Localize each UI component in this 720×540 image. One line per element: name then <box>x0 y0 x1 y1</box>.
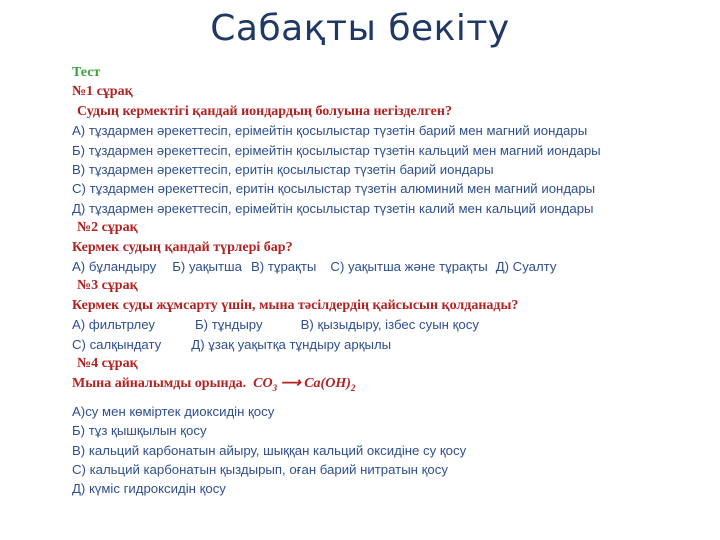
formula-left: CO <box>253 375 273 391</box>
question-4-text-row <box>72 374 702 398</box>
question-1-text: Судың кермектігі қандай иондардың болуына негізделген? <box>77 103 452 119</box>
question-1-option-b: Б) тұздармен әрекеттесіп, ерімейтін қосылыстар түзетін кальций мен магний иондары <box>72 142 601 158</box>
question-2-option-b: Б) уақытша <box>172 259 242 275</box>
question-3-options-row-2 <box>72 335 702 354</box>
question-4-option-d: Д) күміс гидроксидін қосу <box>72 481 226 497</box>
formula-right-sub: 2 <box>350 382 356 393</box>
question-3-option-a: А) фильтрлеу <box>72 317 155 333</box>
question-4-text: Мына айналымды орында. <box>72 375 247 391</box>
test-content <box>72 63 702 499</box>
formula-arrow: ⟶ <box>280 375 301 391</box>
question-1-option-a: А) тұздармен әрекеттесіп, ерімейтін қосылыстар түзетін барий мен магний иондары <box>72 123 588 139</box>
question-2-option-v: В) тұрақты <box>250 259 317 275</box>
question-3-options-row-1 <box>72 315 702 334</box>
question-3-number: №3 сұрақ <box>77 278 138 294</box>
question-4-option-v: В) кальций карбонатын айыру, шыққан кальций оксидіне су қосу <box>72 442 467 458</box>
question-2-number: №2 сұрақ <box>77 220 138 236</box>
test-label: Тест <box>72 65 101 80</box>
question-2-options <box>72 257 702 276</box>
formula-left-sub: 3 <box>272 382 278 393</box>
slide-title: Сабақты бекіту <box>210 8 510 49</box>
question-3-text: Кермек суды жұмсарту үшін, мына тәсілдердің қайсысын қолданады? <box>72 297 519 313</box>
question-3-option-s: С) салқындату <box>72 336 162 352</box>
question-3-option-b: Б) тұндыру <box>195 317 263 333</box>
question-4-option-a: А)су мен көміртек диоксидін қосу <box>72 403 275 419</box>
formula-right: Ca(OH) <box>304 375 351 391</box>
question-2-text: Кермек судың қандай түрлері бар? <box>72 239 293 255</box>
question-4-number: №4 сұрақ <box>77 356 138 372</box>
question-2-option-s: С) уақытша және тұрақты <box>330 259 488 275</box>
question-3-option-v: В) қызыдыру, ізбес суын қосу <box>300 317 479 333</box>
question-2-option-d: Д) Суалту <box>495 259 557 275</box>
reaction-formula <box>250 376 356 391</box>
question-1-option-s: С) тұздармен әрекеттесіп, еритін қосылыстар түзетін алюминий мен магний иондары <box>72 181 596 197</box>
question-4-option-b: Б) тұз қышқылын қосу <box>72 423 207 439</box>
question-1-option-d: Д) тұздармен әрекеттесіп, ерімейтін қосылыстар түзетін калий мен кальций иондары <box>72 200 594 216</box>
question-1-number: №1 сұрақ <box>72 84 133 100</box>
question-1-option-v: В) тұздармен әрекеттесіп, еритін қосылыстар түзетін барий иондары <box>72 162 494 178</box>
question-2-option-a: А) бұландыру <box>72 259 157 275</box>
question-4-option-s: С) кальций карбонатын қыздырып, оған барий нитратын қосу <box>72 461 448 477</box>
question-3-option-d: Д) ұзақ уақытқа тұндыру арқылы <box>191 336 392 352</box>
